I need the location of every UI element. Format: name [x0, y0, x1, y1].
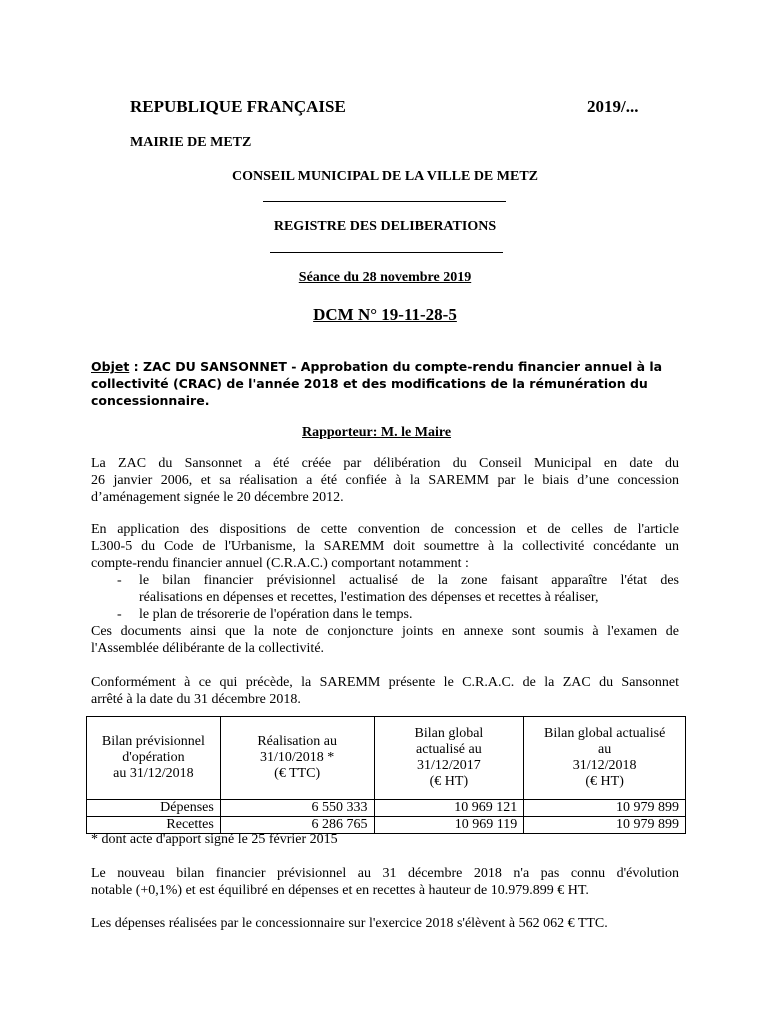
paragraph-line: compte-rendu financier annuel (C.R.A.C.) comportant notamment : [91, 556, 469, 571]
rapporteur: Rapporteur: M. le Maire [302, 425, 452, 440]
bullet-item-bilan [139, 572, 679, 606]
objet-label: Objet [91, 359, 130, 374]
paragraph-depenses-realisees: Les dépenses réalisées par le concessionnaire sur l'exercice 2018 s'élèvent à 562 062 € TTC. [91, 916, 608, 931]
header-bilan-2017: Bilan global actualisé au 31/12/2017 (€ HT) [374, 717, 524, 800]
objet-line-1: : ZAC DU SANSONNET - Approbation du compte-rendu financier annuel à la [129, 359, 663, 374]
bullet-dash: - [117, 573, 122, 588]
header-bilan-2018: Bilan global actualisé au 31/12/2018 (€ HT) [524, 717, 686, 800]
register-heading: REGISTRE DES DELIBERATIONS [273, 219, 497, 234]
table-row [87, 817, 686, 834]
cell-realisation: 6 550 333 [220, 800, 374, 817]
paragraph-line: l'Assemblée délibérante de la collectivité. [91, 641, 325, 656]
bullet-dash: - [117, 607, 122, 622]
paragraph-line: Conformément à ce qui précède, la SAREMM présente le C.R.A.C. de la ZAC du Sansonnet [91, 675, 679, 690]
row-label-recettes: Recettes [87, 817, 221, 834]
paragraph-nouveau-bilan [91, 865, 679, 899]
cell-bilan-2017: 10 969 121 [374, 800, 524, 817]
objet-line-2: collectivité (CRAC) de l'année 2018 et des modifications de la rémunération du [91, 376, 648, 391]
header-bilan-previsionnel: Bilan prévisionnel d'opération au 31/12/2018 [87, 717, 221, 800]
paragraph-line: notable (+0,1%) et est équilibré en dépenses et en recettes à hauteur de 10.979.899 € HT. [91, 883, 589, 898]
reference-number: 2019/... [587, 97, 639, 116]
paragraph-line: Ces documents ainsi que la note de conjoncture joints en annexe sont soumis à l'examen de [91, 624, 679, 639]
cell-bilan-2018: 10 979 899 [524, 817, 686, 834]
paragraph-line: La ZAC du Sansonnet a été créée par délibération du Conseil Municipal en date du [91, 456, 679, 471]
divider [270, 252, 503, 253]
republic-heading: REPUBLIQUE FRANÇAISE [130, 97, 346, 116]
table-footnote: * dont acte d'apport signé le 25 février 2015 [91, 832, 338, 847]
table-row [87, 800, 686, 817]
council-heading: CONSEIL MUNICIPAL DE LA VILLE DE METZ [232, 169, 538, 184]
paragraph-line: arrêté à la date du 31 décembre 2018. [91, 692, 301, 707]
dcm-number: DCM N° 19-11-28-5 [313, 305, 457, 324]
divider [263, 201, 506, 202]
cell-bilan-2018: 10 979 899 [524, 800, 686, 817]
objet-line-3: concessionnaire. [91, 393, 210, 408]
paragraph-line: d’aménagement signée le 20 décembre 2012. [91, 490, 344, 505]
paragraph-line: Le nouveau bilan financier prévisionnel au 31 décembre 2018 n'a pas connu d'évolution [91, 866, 679, 881]
cell-realisation: 6 286 765 [220, 817, 374, 834]
paragraph-line: En application des dispositions de cette convention de concession et de celles de l'article [91, 522, 679, 537]
paragraph-line: L300-5 du Code de l'Urbanisme, la SAREMM doit soumettre à la collectivité concédante un [91, 539, 679, 554]
row-label-depenses: Dépenses [87, 800, 221, 817]
paragraph-creation [91, 455, 679, 506]
paragraph-application [91, 521, 679, 572]
bullet-item-tresorerie: le plan de trésorerie de l'opération dans le temps. [139, 607, 413, 622]
paragraph-line: 26 janvier 2006, et sa réalisation a été confiée à la SAREMM par le biais d’une concession [91, 473, 679, 488]
cell-bilan-2017: 10 969 119 [374, 817, 524, 834]
session-date: Séance du 28 novembre 2019 [298, 270, 472, 285]
header-realisation: Réalisation au 31/10/2018 * (€ TTC) [220, 717, 374, 800]
bullet-line: réalisations en dépenses et recettes, l'estimation des dépenses et recettes à réaliser, [139, 590, 599, 605]
bullet-line: le bilan financier prévisionnel actualisé de la zone faisant apparaître l'état des [139, 573, 679, 588]
table-header-row [87, 717, 686, 800]
paragraph-conformement [91, 674, 679, 708]
paragraph-documents [91, 623, 679, 657]
mairie-heading: MAIRIE DE METZ [130, 135, 252, 150]
financial-table [86, 716, 686, 834]
objet-block [91, 358, 662, 409]
